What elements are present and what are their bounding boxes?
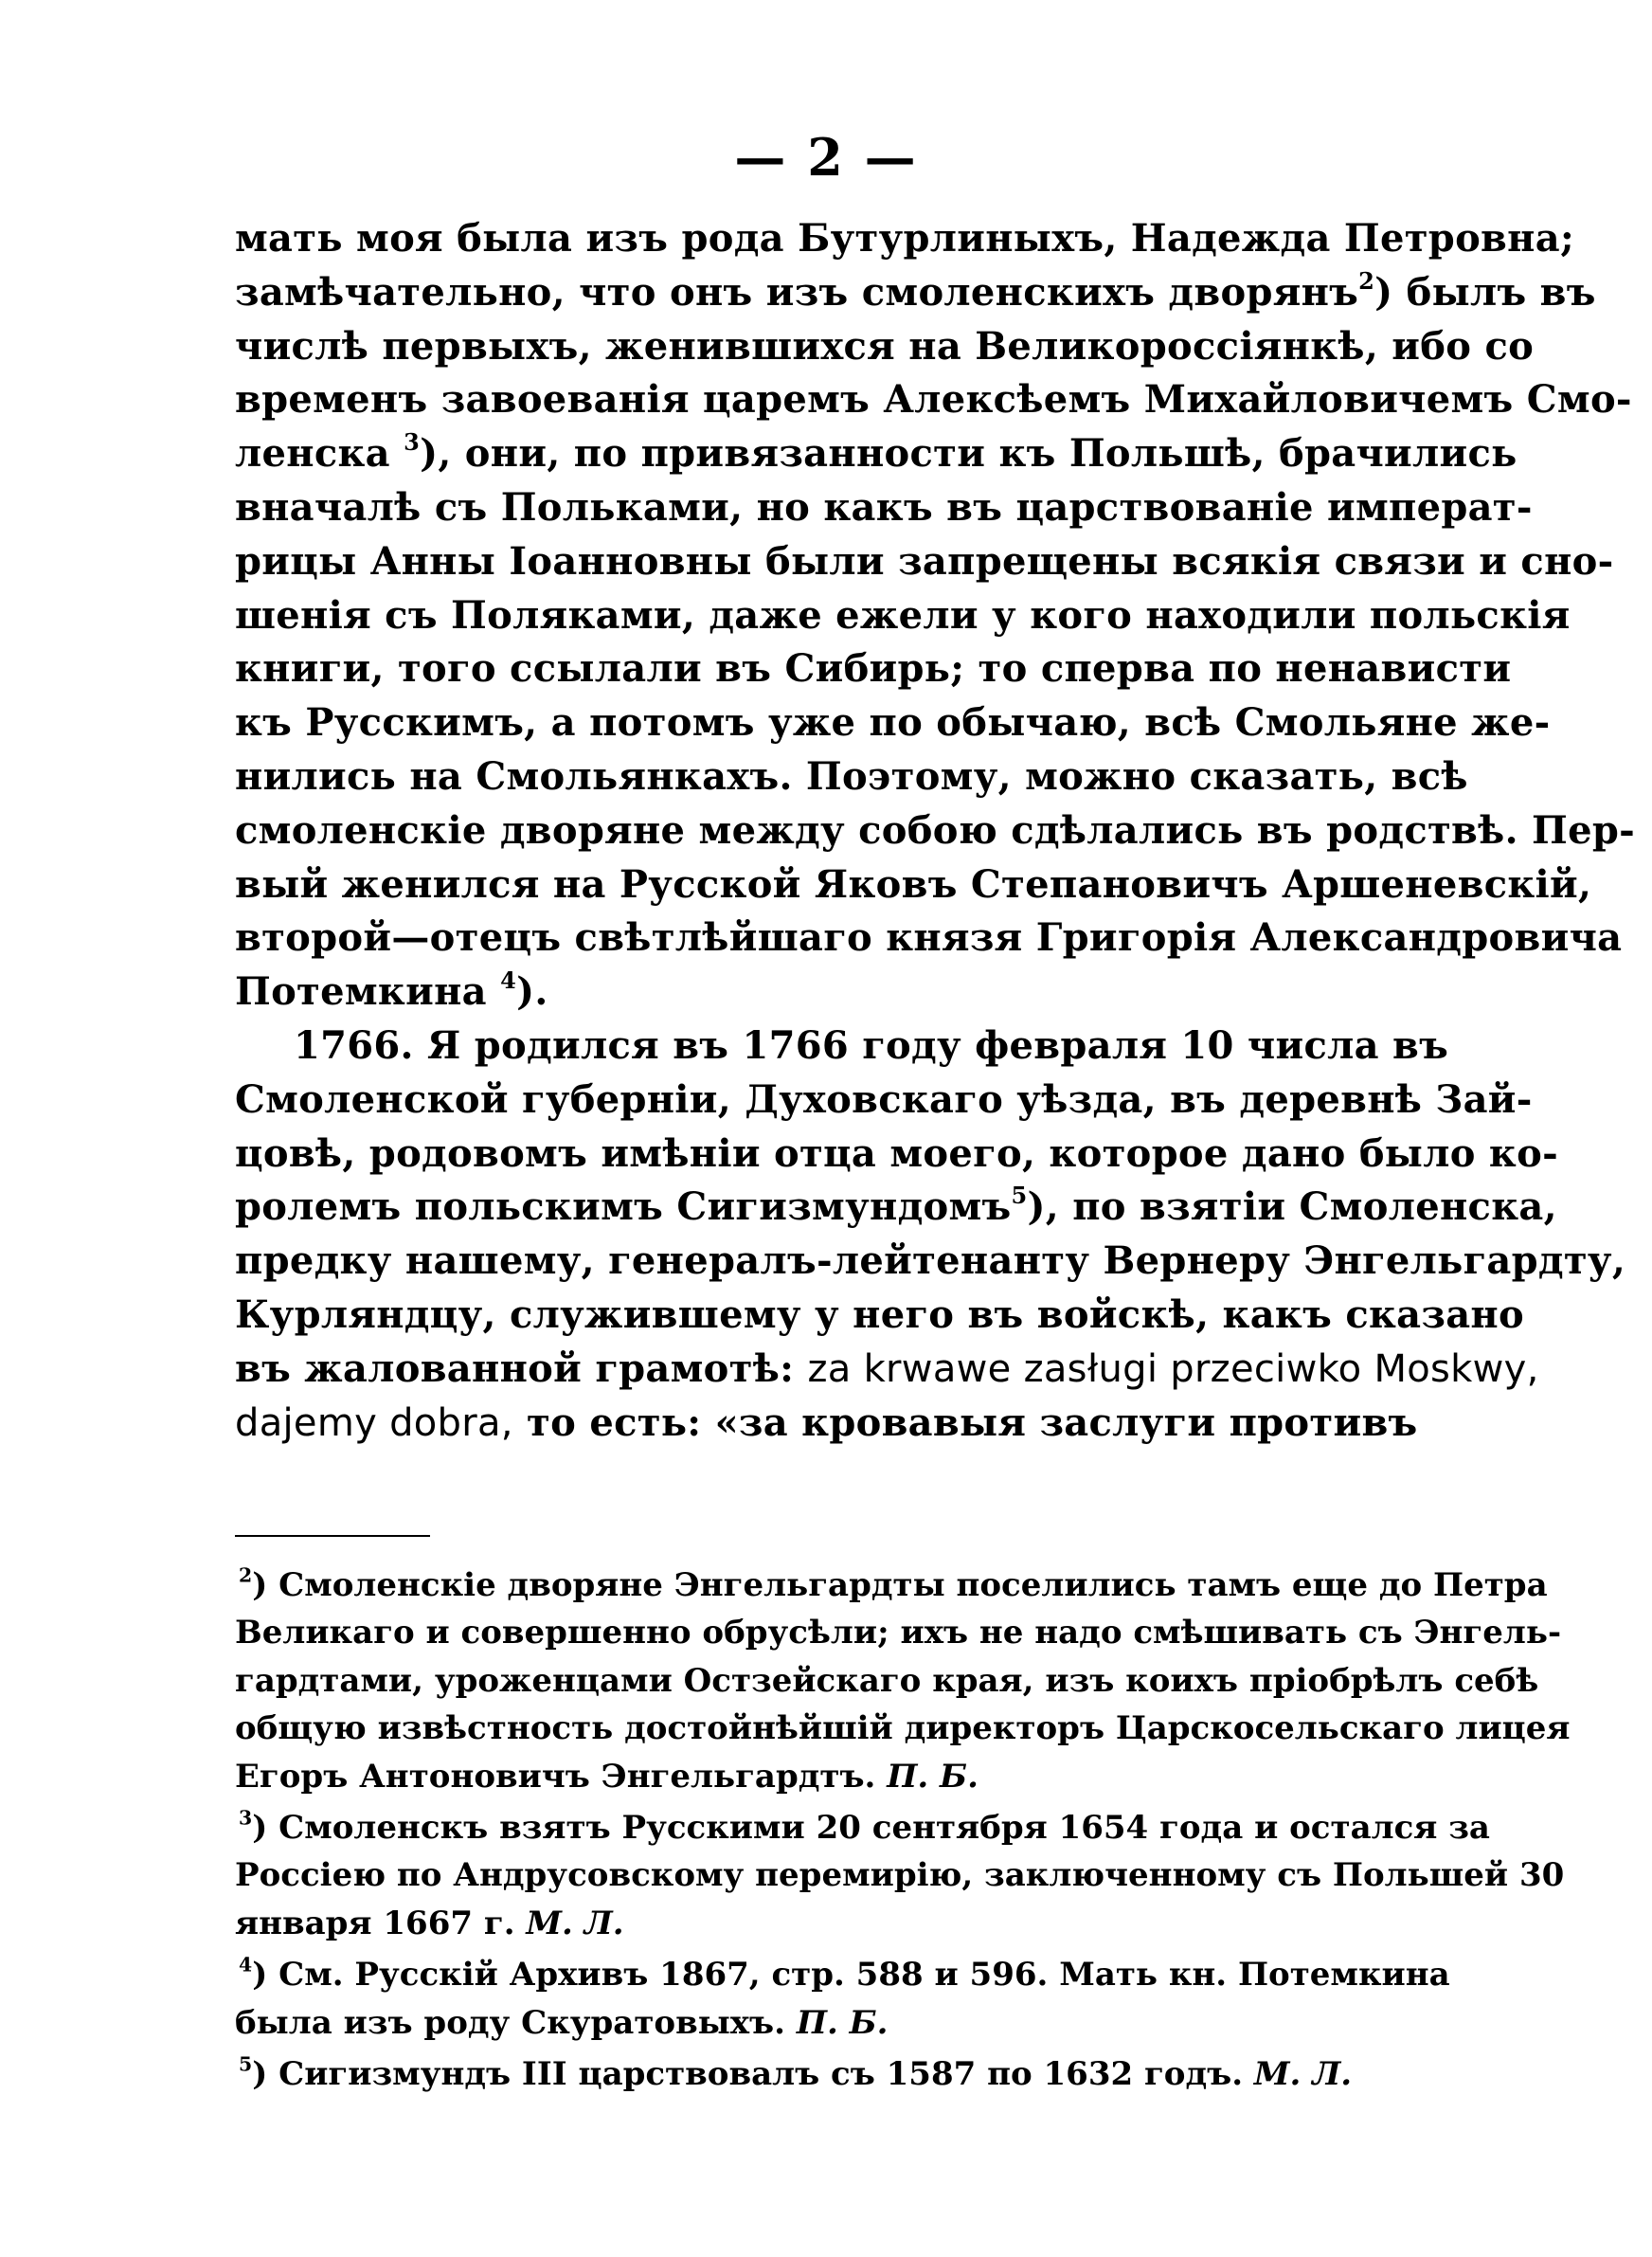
footnote-marker: 4 — [239, 1953, 253, 1977]
text-line: вый женился на Русской Яковъ Степановичъ Аршеневскій, — [235, 861, 1592, 907]
footnote-4: $^4$) См. Русскій Архивъ 1867, стр. 588 и 596. Мать кн. Потемкина — [239, 1953, 1450, 1995]
text-line: Потемкина $^4$). — [235, 966, 548, 1015]
text-line: смоленскіе дворяне между собою сдѣлались въ родствѣ. Пер- — [235, 807, 1636, 853]
main-text — [235, 212, 1636, 1450]
text-line: dajemy dobra, то есть: «за кровавыя заслуги противъ — [235, 1399, 1418, 1445]
footnote-line: Россіею по Андрусовскому перемирію, заключенному съ Польшей 30 — [235, 1856, 1565, 1895]
footnote-3: $^3$) Смоленскъ взятъ Русскими 20 сентября 1654 года и остался за — [239, 1806, 1490, 1847]
footnote-line: гардтами, уроженцами Остзейскаго края, изъ коихъ пріобрѣлъ себѣ — [235, 1661, 1539, 1700]
text-line: замѣчательно, что онъ изъ смоленскихъ дворянъ$^2$) былъ въ — [235, 267, 1596, 315]
editor-mark: П. Б. — [887, 1757, 979, 1796]
text-line: мать моя была изъ рода Бутурлиныхъ, Надежда Петровна; — [235, 216, 1575, 261]
editor-mark: М. Л. — [526, 1904, 624, 1942]
latin-quote: za krwawe zasługi przeciwko Moskwy, — [807, 1346, 1539, 1391]
footnote-ref[interactable]: 4 — [500, 966, 517, 995]
text-line: нились на Смольянкахъ. Поэтому, можно сказать, всѣ — [235, 753, 1468, 799]
paragraph-start: 1766. Я родился въ 1766 году февраля 10 числа въ — [294, 1022, 1449, 1068]
footnote-ref[interactable]: 3 — [404, 428, 421, 457]
editor-mark: М. Л. — [1253, 2054, 1353, 2093]
footnote-divider — [235, 1535, 430, 1537]
text-line: временъ завоеванія царемъ Алексѣемъ Михайловичемъ Смо- — [235, 377, 1632, 423]
text-line: Смоленской губерніи, Духовскаго уѣзда, въ деревнѣ Зай- — [235, 1076, 1533, 1122]
footnote-2: $^2$) Смоленскіе дворяне Энгельгардты поселились тамъ еще до Петра — [239, 1563, 1548, 1604]
text-line: книги, того ссылали въ Сибирь; то сперва по ненависти — [235, 646, 1512, 692]
text-line: вначалѣ съ Польками, но какъ въ царствованіе императ- — [235, 484, 1533, 530]
text-line: ролемъ польскимъ Сигизмундомъ$^5$), по взятіи Смоленска, — [235, 1182, 1557, 1230]
footnote-marker: 3 — [239, 1806, 253, 1830]
text-line: Курляндцу, служившему у него въ войскѣ, какъ сказано — [235, 1291, 1524, 1337]
latin-quote: dajemy dobra, — [235, 1400, 513, 1445]
footnote-line: Великаго и совершенно обрусѣли; ихъ не надо смѣшивать съ Энгель- — [235, 1614, 1562, 1652]
page-number: — 2 — — [734, 127, 918, 188]
footnote-line: была изъ роду Скуратовыхъ. П. Б. — [235, 2003, 889, 2042]
editor-mark: П. Б. — [796, 2003, 889, 2042]
text-line: шенія съ Поляками, даже ежели у кого находили польскія — [235, 592, 1571, 638]
text-line: къ Русскимъ, а потомъ уже по обычаю, всѣ Смольяне же- — [235, 700, 1551, 746]
footnote-line: Егоръ Антоновичъ Энгельгардтъ. П. Б. — [235, 1757, 979, 1796]
text-line: цовѣ, родовомъ имѣніи отца моего, которое дано было ко- — [235, 1130, 1558, 1176]
text-line: ленска $^3$), они, по привязанности къ Польшѣ, брачились — [235, 428, 1517, 477]
footnote-ref[interactable]: 5 — [1011, 1182, 1028, 1210]
text-line: рицы Анны Іоанновны были запрещены всякія связи и сно- — [235, 538, 1614, 584]
text-line: числѣ первыхъ, женившихся на Великороссіянкѣ, ибо со — [235, 323, 1535, 369]
text-line: второй—отецъ свѣтлѣйшаго князя Григорія Александровича — [235, 915, 1623, 961]
footnotes — [235, 1562, 1571, 2098]
footnote-marker: 5 — [239, 2052, 253, 2076]
text-line: въ жалованной грамотѣ: za krwawe zasługi przeciwko Moskwy, — [235, 1345, 1539, 1391]
footnote-marker: 2 — [239, 1563, 253, 1587]
footnote-ref[interactable]: 2 — [1358, 267, 1375, 295]
footnote-5: $^5$) Сигизмундъ III царствовалъ съ 1587 по 1632 годъ. М. Л. — [239, 2052, 1353, 2093]
footnote-line: января 1667 г. М. Л. — [235, 1904, 624, 1942]
text-line: предку нашему, генералъ-лейтенанту Вернеру Энгельгардту, — [235, 1238, 1626, 1284]
footnote-line: общую извѣстность достойнѣйшій директоръ Царскосельскаго лицея — [235, 1709, 1571, 1748]
